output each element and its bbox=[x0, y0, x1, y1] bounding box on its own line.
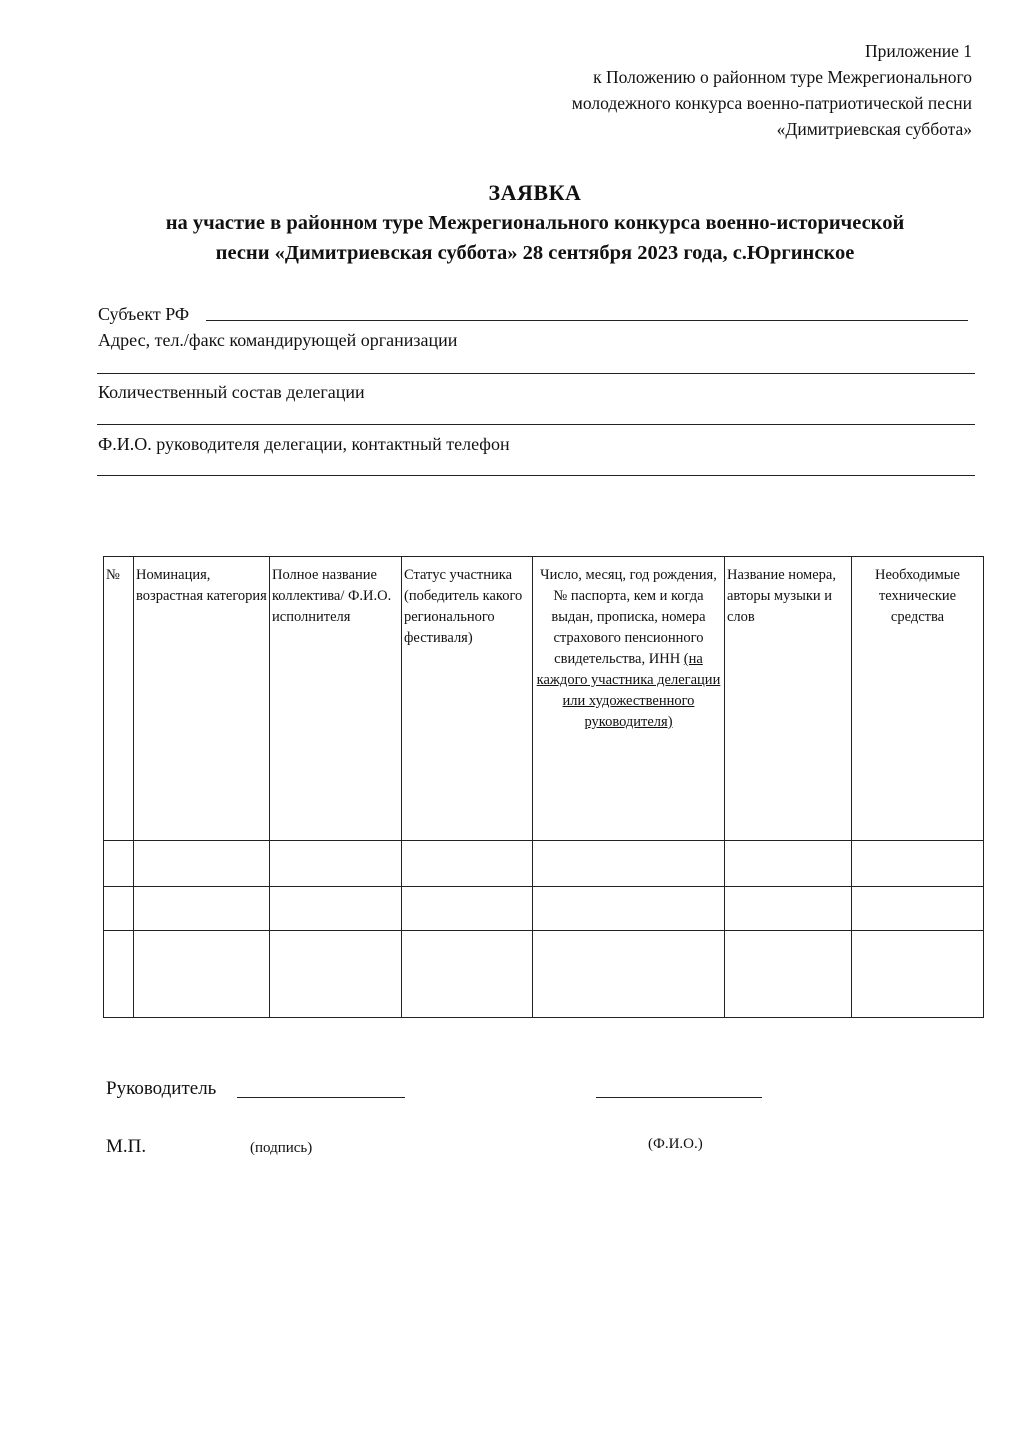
header-details-note: (на каждого участника делегации или художественного руководителя) bbox=[536, 651, 721, 730]
name-hint: (Ф.И.О.) bbox=[648, 1136, 703, 1152]
table-row bbox=[104, 931, 984, 1018]
table-cell[interactable] bbox=[725, 841, 852, 887]
table-cell[interactable] bbox=[134, 931, 270, 1018]
table-cell[interactable] bbox=[270, 841, 402, 887]
field-subject-label: Субъект РФ bbox=[98, 304, 190, 324]
table-cell[interactable] bbox=[402, 841, 533, 887]
table-cell[interactable] bbox=[533, 931, 725, 1018]
header-num: № bbox=[104, 557, 134, 841]
appendix-line-1: Приложение 1 bbox=[864, 41, 972, 61]
appendix-line-3: молодежного конкурса военно-патриотической песни bbox=[571, 93, 972, 113]
table-cell[interactable] bbox=[852, 931, 984, 1018]
table-row bbox=[104, 841, 984, 887]
header-tech: Необходимые технические средства bbox=[852, 557, 984, 841]
appendix-line-2: к Положению о районном туре Межрегионального bbox=[593, 67, 972, 87]
appendix-line-4: «Димитриевская суббота» bbox=[776, 119, 972, 139]
header-collective: Полное название коллектива/ Ф.И.О. исполнителя bbox=[270, 557, 402, 841]
table-cell[interactable] bbox=[402, 887, 533, 931]
header-status: Статус участника (победитель какого регионального фестиваля) bbox=[402, 557, 533, 841]
table-cell[interactable] bbox=[533, 887, 725, 931]
signature-line[interactable] bbox=[237, 1097, 405, 1098]
table-cell[interactable] bbox=[134, 887, 270, 931]
table-header-row bbox=[104, 557, 984, 841]
document-title bbox=[60, 178, 1010, 268]
table-row bbox=[104, 887, 984, 931]
table-cell[interactable] bbox=[104, 841, 134, 887]
stamp-label: М.П. bbox=[106, 1136, 147, 1157]
field-subject-line[interactable] bbox=[206, 320, 968, 321]
table-cell[interactable] bbox=[270, 887, 402, 931]
field-leader-label: Ф.И.О. руководителя делегации, контактный телефон bbox=[98, 434, 510, 454]
table-cell[interactable] bbox=[402, 931, 533, 1018]
header-details bbox=[533, 557, 725, 841]
header-title: Название номера, авторы музыки и слов bbox=[725, 557, 852, 841]
field-delegation-line[interactable] bbox=[97, 424, 975, 425]
table-cell[interactable] bbox=[533, 841, 725, 887]
table-cell[interactable] bbox=[852, 887, 984, 931]
header-details-text: Число, месяц, год рождения, № паспорта, кем и когда выдан, прописка, номера страхового пенсионного свидетельства, ИНН bbox=[540, 567, 717, 667]
appendix-note bbox=[572, 38, 972, 142]
title-main: ЗАЯВКА bbox=[488, 180, 582, 205]
table-cell[interactable] bbox=[104, 931, 134, 1018]
table-cell[interactable] bbox=[725, 887, 852, 931]
table-cell[interactable] bbox=[725, 931, 852, 1018]
field-address-line[interactable] bbox=[97, 373, 975, 374]
table-cell[interactable] bbox=[270, 931, 402, 1018]
name-line[interactable] bbox=[596, 1097, 762, 1098]
leader-signature-label: Руководитель bbox=[106, 1078, 217, 1099]
field-delegation-label: Количественный состав делегации bbox=[98, 382, 365, 402]
application-table bbox=[103, 556, 984, 1018]
table-cell[interactable] bbox=[134, 841, 270, 887]
signature-hint: (подпись) bbox=[250, 1140, 313, 1156]
header-nomination: Номинация, возрастная категория bbox=[134, 557, 270, 841]
table-cell[interactable] bbox=[104, 887, 134, 931]
table-cell[interactable] bbox=[852, 841, 984, 887]
field-address-label: Адрес, тел./факс командирующей организации bbox=[98, 330, 458, 350]
title-line-3: песни «Димитриевская суббота» 28 сентября 2023 года, с.Юргинское bbox=[215, 242, 855, 264]
field-leader-line[interactable] bbox=[97, 475, 975, 476]
title-line-2: на участие в районном туре Межрегионального конкурса военно-исторической bbox=[165, 212, 905, 234]
